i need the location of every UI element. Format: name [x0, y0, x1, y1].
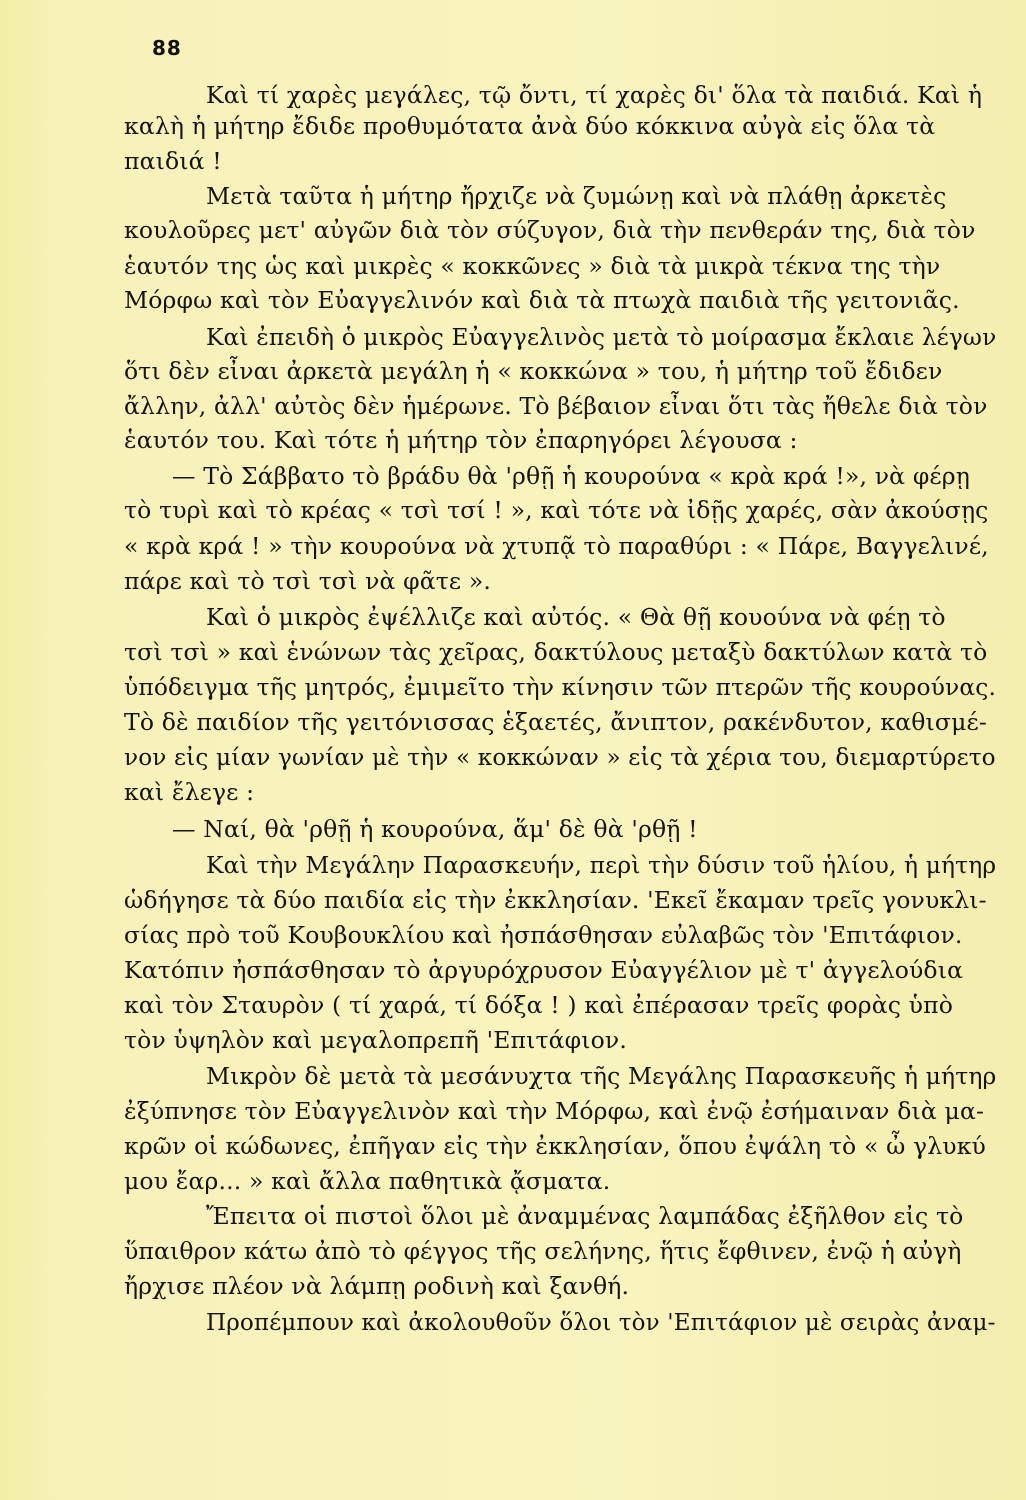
- text-line: Μετὰ ταῦτα ἡ μήτηρ ἤρχιζε νὰ ζυμώνῃ καὶ νὰ πλάθῃ ἀρκετὲς: [206, 182, 947, 210]
- text-line: Καὶ ὁ μικρὸς ἐψέλλιζε καὶ αὐτός. « Θὰ θῇ κουούνα νὰ φέῃ τὸ: [206, 603, 946, 631]
- text-line: « κρὰ κρά ! » τὴν κουρούνα νὰ χτυπᾷ τὸ παραθύρι : « Πάρε, Βαγγελινέ,: [124, 532, 989, 560]
- text-line: ἑαυτόν της ὡς καὶ μικρὲς « κοκκῶνες » διὰ τὰ μικρὰ τέκνα της τὴν: [124, 252, 941, 280]
- text-line: νον εἰς μίαν γωνίαν μὲ τὴν « κοκκώναν » εἰς τὰ χέρια του, διεμαρτύρετο: [124, 743, 996, 771]
- text-line: ἄλλην, ἀλλ' αὐτὸς δὲν ἡμέρωνε. Τὸ βέβαιον εἶναι ὅτι τὰς ἤθελε διὰ τὸν: [124, 392, 988, 420]
- text-line: ἐξύπνησε τὸν Εὐαγγελινὸν καὶ τὴν Μόρφω, καὶ ἐνῷ ἐσήμαιναν διὰ μα-: [124, 1097, 985, 1125]
- text-line: ὅτι δὲν εἶναι ἀρκετὰ μεγάλη ἡ « κοκκώνα » του, ἡ μήτηρ τοῦ ἔδιδεν: [124, 357, 943, 385]
- text-line: κουλοῦρες μετ' αὐγῶν διὰ τὸν σύζυγον, διὰ τὴν πενθεράν της, διὰ τὸν: [124, 216, 976, 244]
- text-line: — Ναί, θὰ 'ρθῇ ἡ κουρούνα, ἅμ' δὲ θὰ 'ρθῇ !: [172, 815, 698, 843]
- page-number: 88: [152, 36, 182, 60]
- text-line: μου ἔαρ... » καὶ ἄλλα παθητικὰ ᾄσματα.: [124, 1167, 611, 1195]
- text-line: πάρε καὶ τὸ τσὶ τσὶ νὰ φᾶτε ».: [124, 567, 492, 595]
- text-line: Τὸ δὲ παιδίον τῆς γειτόνισσας ἑξαετές, ἄνιπτον, ρακένδυτον, καθισμέ-: [124, 708, 987, 736]
- text-line: τὸν ὑψηλὸν καὶ μεγαλοπρεπῆ 'Επιτάφιον.: [124, 1026, 627, 1054]
- text-line: — Τὸ Σάββατο τὸ βράδυ θὰ 'ρθῇ ἡ κουρούνα « κρὰ κρά !», νὰ φέρῃ: [172, 462, 970, 490]
- text-line: τσὶ τσὶ » καὶ ἑνώνων τὰς χεῖρας, δακτύλους μεταξὺ δακτύλων κατὰ τὸ: [124, 638, 988, 666]
- text-line: ὡδήγησε τὰ δύο παιδία εἰς τὴν ἐκκλησίαν. 'Εκεῖ ἔκαμαν τρεῖς γονυκλι-: [124, 886, 987, 914]
- text-line: κρῶν οἱ κώδωνες, ἐπῆγαν εἰς τὴν ἐκκλησίαν, ὅπου ἐψάλη τὸ « ὦ γλυκύ: [124, 1132, 986, 1160]
- text-line: Μόρφω καὶ τὸν Εὐαγγελινόν καὶ διὰ τὰ πτωχὰ παιδιὰ τῆς γειτονιᾶς.: [124, 286, 960, 314]
- text-line: Καὶ τί χαρὲς μεγάλες, τῷ ὄντι, τί χαρὲς δι' ὅλα τὰ παιδιά. Καὶ ἡ: [206, 81, 983, 109]
- text-line: Κατόπιν ἠσπάσθησαν τὸ ἀργυρόχρυσον Εὐαγγέλιον μὲ τ' ἀγγελούδια: [124, 956, 964, 984]
- text-line: καὶ τὸν Σταυρὸν ( τί χαρά, τί δόξα ! ) καὶ ἐπέρασαν τρεῖς φορὰς ὑπὸ: [124, 991, 954, 1019]
- text-line: σίας πρὸ τοῦ Κουβουκλίου καὶ ἠσπάσθησαν εὐλαβῶς τὸν 'Επιτάφιον.: [124, 921, 963, 949]
- text-line: ἤρχισε πλέον νὰ λάμπῃ ροδινὴ καὶ ξανθή.: [124, 1272, 630, 1300]
- text-line: Ἔπειτα οἱ πιστοὶ ὅλοι μὲ ἀναμμένας λαμπάδας ἐξῆλθον εἰς τὸ: [206, 1202, 964, 1230]
- text-line: Μικρὸν δὲ μετὰ τὰ μεσάνυχτα τῆς Μεγάλης Παρασκευῆς ἡ μήτηρ: [206, 1062, 997, 1090]
- text-line: Καὶ ἐπειδὴ ὁ μικρὸς Εὐαγγελινὸς μετὰ τὸ μοίρασμα ἔκλαιε λέγων: [206, 323, 997, 351]
- text-line: ἑαυτόν του. Καὶ τότε ἡ μήτηρ τὸν ἐπαρηγόρει λέγουσα :: [124, 426, 798, 454]
- text-line: Καὶ τὴν Μεγάλην Παρασκευήν, περὶ τὴν δύσιν τοῦ ἡλίου, ἡ μήτηρ: [206, 851, 997, 879]
- text-line: Προπέμπουν καὶ ἀκολουθοῦν ὅλοι τὸν 'Επιτάφιον μὲ σειρὰς ἀναμ-: [206, 1308, 996, 1336]
- text-line: παιδιά !: [124, 147, 222, 175]
- text-line: ὑπόδειγμα τῆς μητρός, ἐμιμεῖτο τὴν κίνησιν τῶν πτερῶν τῆς κουρούνας.: [124, 673, 997, 701]
- text-line: τὸ τυρὶ καὶ τὸ κρέας « τσὶ τσί ! », καὶ τότε νὰ ἰδῇς χαρές, σὰν ἀκούσῃς: [124, 496, 989, 524]
- text-line: ὕπαιθρον κάτω ἀπὸ τὸ φέγγος τῆς σελήνης, ἥτις ἔφθινεν, ἐνῷ ἡ αὐγὴ: [124, 1237, 962, 1265]
- text-line: καλὴ ἡ μήτηρ ἔδιδε προθυμότατα ἀνὰ δύο κόκκινα αὐγὰ εἰς ὅλα τὰ: [124, 112, 936, 140]
- text-line: καὶ ἔλεγε :: [124, 778, 255, 806]
